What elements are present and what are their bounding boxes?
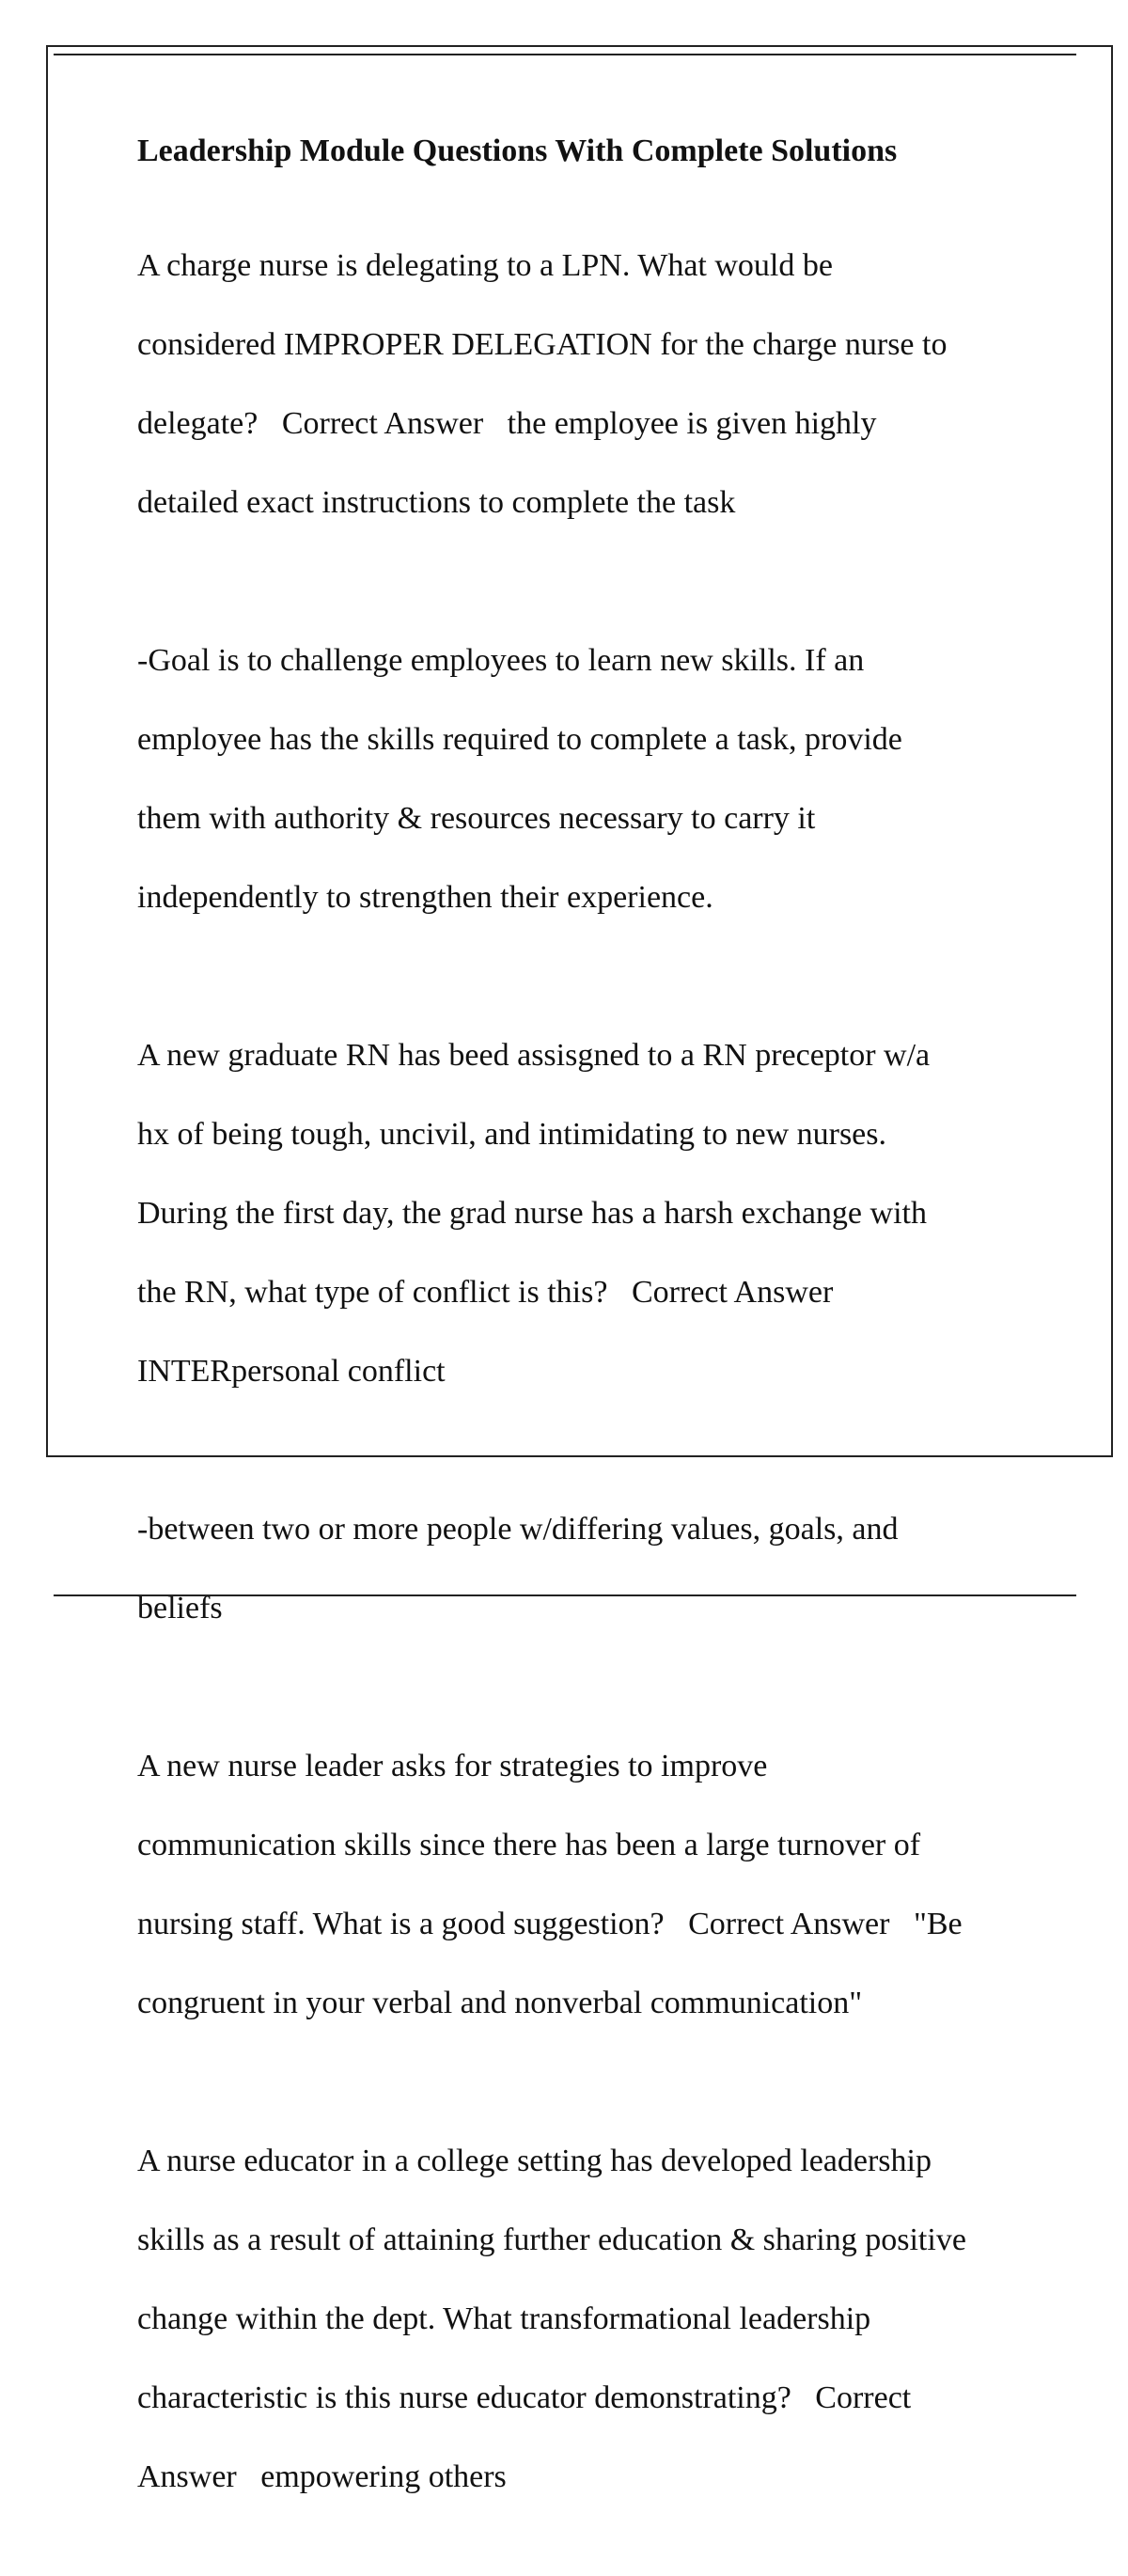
text-line: beliefs [137,1591,223,1626]
text-line: communication skills since there has been a large turnover of [137,1828,921,1862]
text-line: delegate? Correct Answer the employee is given highly [137,406,877,441]
question-paragraph [137,1707,1040,2063]
text-line: them with authority & resources necessary to carry it [137,801,816,836]
text-line: the RN, what type of conflict is this? Correct Answer [137,1275,834,1310]
text-line: independently to strengthen their experience. [137,880,713,915]
text-line: nursing staff. What is a good suggestion? Correct Answer "Be [137,1907,963,1941]
text-line: detailed exact instructions to complete the task [137,485,736,520]
text-line: employee has the skills required to complete a task, provide [137,722,902,757]
text-line: -between two or more people w/differing values, goals, and [137,1512,899,1547]
text-line: During the first day, the grad nurse has a harsh exchange with [137,1196,927,1231]
question-paragraph [137,997,1040,1431]
top-rule [54,54,1076,55]
text-line: INTERpersonal conflict [137,1354,446,1389]
text-line: Answer empowering others [137,2459,507,2494]
question-paragraph [137,207,1040,562]
explanation-paragraph [137,1470,1040,1668]
text-line: A charge nurse is delegating to a LPN. What would be [137,248,833,283]
document-body [137,132,1040,2576]
text-line: considered IMPROPER DELEGATION for the charge nurse to [137,327,948,362]
text-line: A new graduate RN has beed assisgned to a RN preceptor w/a [137,1038,931,1073]
explanation-paragraph [137,602,1040,957]
document-title: Leadership Module Questions With Complete Solutions [137,134,898,168]
bottom-rule [54,1594,1076,1596]
text-line: change within the dept. What transformational leadership [137,2301,871,2336]
text-line: -Goal is to challenge employees to learn new skills. If an [137,643,865,678]
text-line: congruent in your verbal and nonverbal communication" [137,1986,863,2020]
question-paragraph [137,2102,1040,2537]
text-line: skills as a result of attaining further education & sharing positive [137,2223,966,2257]
text-line: A new nurse leader asks for strategies to improve [137,1749,768,1783]
text-line: A nurse educator in a college setting has developed leadership [137,2144,932,2178]
text-line: hx of being tough, uncivil, and intimidating to new nurses. [137,1117,887,1152]
text-line: characteristic is this nurse educator demonstrating? Correct [137,2380,912,2415]
